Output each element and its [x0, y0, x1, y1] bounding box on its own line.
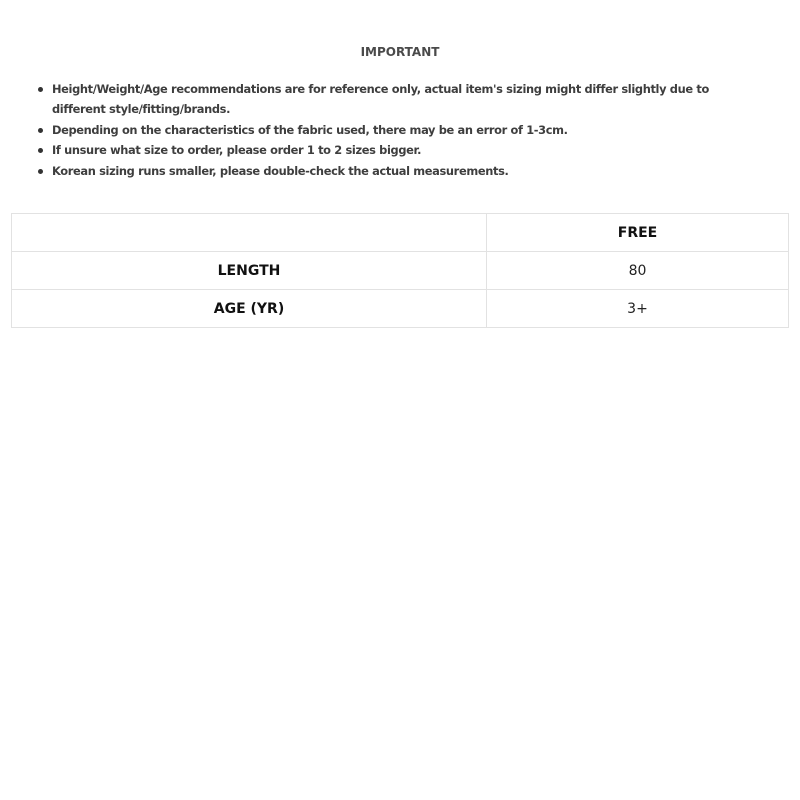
table-corner-cell [12, 214, 487, 252]
notice-item: Height/Weight/Age recommendations are for reference only, actual item's sizing might differ slightly due to different style/fitting/brands. [52, 79, 752, 120]
length-value: 80 [487, 252, 789, 290]
row-label-age: AGE (YR) [12, 290, 487, 328]
notice-item: Korean sizing runs smaller, please double-check the actual measurements. [52, 161, 752, 181]
table-row [12, 252, 789, 290]
notice-item: Depending on the characteristics of the fabric used, there may be an error of 1-3cm. [52, 120, 752, 140]
table-row [12, 290, 789, 328]
table-header-row [12, 214, 789, 252]
notice-list [52, 79, 752, 181]
size-column-header: FREE [487, 214, 789, 252]
age-value: 3+ [487, 290, 789, 328]
size-table [11, 213, 789, 328]
notice-item: If unsure what size to order, please order 1 to 2 sizes bigger. [52, 140, 752, 160]
important-title: IMPORTANT [360, 45, 440, 59]
row-label-length: LENGTH [12, 252, 487, 290]
